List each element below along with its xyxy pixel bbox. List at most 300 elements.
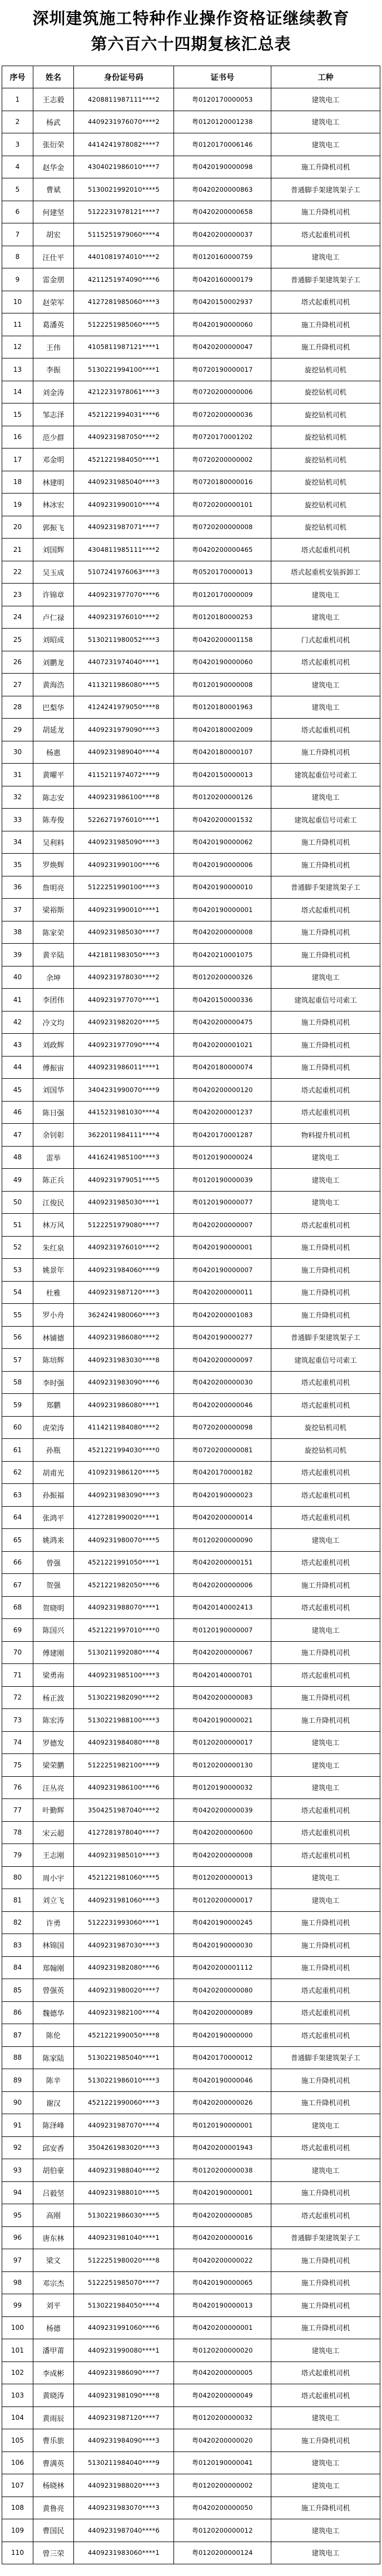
table-row xyxy=(2,1012,380,1034)
cell-job-type: 旋挖钻机司机 xyxy=(271,403,380,426)
cell-name: 葛潘英 xyxy=(33,313,74,336)
cell-no: 62 xyxy=(2,1462,33,1484)
table-row xyxy=(2,2047,380,2070)
cell-name: 杨德 xyxy=(33,2317,74,2340)
table-row xyxy=(2,1394,380,1417)
cell-id-number: 3504261983020****3 xyxy=(74,2137,174,2160)
cell-id-number: 4409231991060****6 xyxy=(74,2317,174,2340)
cell-id-number: 4409231985090****3 xyxy=(74,831,174,854)
cell-job-type: 建筑电工 xyxy=(271,786,380,809)
cell-cert-number: 粤0420170000012 xyxy=(174,2047,271,2070)
cell-id-number: 4409231986080****1 xyxy=(74,1394,174,1417)
cell-id-number: 4414241978082****7 xyxy=(74,133,174,156)
cell-no: 22 xyxy=(2,561,33,584)
cell-id-number: 4521221994031****6 xyxy=(74,403,174,426)
cell-id-number: 4409231987120****3 xyxy=(74,1282,174,1304)
table-row xyxy=(2,1979,380,2002)
cell-no: 104 xyxy=(2,2407,33,2430)
cell-name: 邹志泽 xyxy=(33,403,74,426)
cell-name: 林万风 xyxy=(33,1214,74,1237)
cell-cert-number: 粤0120190000001 xyxy=(174,2114,271,2137)
table-row xyxy=(2,899,380,921)
table-row xyxy=(2,381,380,404)
cell-job-type: 普通脚手架建筑架子工 xyxy=(271,2047,380,2070)
cell-id-number: 3622011984111****4 xyxy=(74,1124,174,1147)
cell-cert-number: 粤0420200000022 xyxy=(174,2249,271,2272)
cell-job-type: 施工升降机司机 xyxy=(271,944,380,966)
table-row xyxy=(2,1889,380,1912)
cell-no: 10 xyxy=(2,291,33,314)
cell-name: 许锦章 xyxy=(33,584,74,606)
cell-id-number: 4409231981040****1 xyxy=(74,2227,174,2250)
cell-no: 44 xyxy=(2,1057,33,1079)
cell-name: 吴玉成 xyxy=(33,561,74,584)
cell-cert-number: 粤0120200000013 xyxy=(174,1867,271,1890)
cell-id-number: 3404231990070****9 xyxy=(74,1079,174,1102)
cell-cert-number: 粤0420180000107 xyxy=(174,741,271,764)
title-line-1: 深圳建筑施工特种作业操作资格证继续教育 xyxy=(32,9,350,28)
table-row xyxy=(2,1642,380,1665)
cell-name: 陈寿俊 xyxy=(33,809,74,831)
cell-cert-number: 粤0420200000049 xyxy=(174,2384,271,2407)
cell-cert-number: 粤0120160000759 xyxy=(174,246,271,269)
cell-id-number: 3504251987040****2 xyxy=(74,1799,174,1822)
cell-cert-number: 粤0120170000053 xyxy=(174,88,271,111)
cell-cert-number: 粤0420200000083 xyxy=(174,1687,271,1710)
cell-cert-number: 粤0420200000658 xyxy=(174,201,271,224)
cell-job-type: 建筑电工 xyxy=(271,2452,380,2475)
cell-job-type: 施工升降机司机 xyxy=(271,156,380,179)
cell-no: 31 xyxy=(2,764,33,786)
cell-cert-number: 粤0420200000151 xyxy=(174,1552,271,1575)
table-row xyxy=(2,674,380,696)
cell-name: 胡宏 xyxy=(33,223,74,246)
table-row xyxy=(2,268,380,291)
table-row xyxy=(2,1664,380,1687)
cell-job-type: 塔式起重机司机 xyxy=(271,2204,380,2227)
table-row xyxy=(2,1327,380,1349)
cell-no: 24 xyxy=(2,606,33,629)
cell-name: 吕毅坚 xyxy=(33,2182,74,2205)
cell-cert-number: 粤0420200000008 xyxy=(174,921,271,944)
cell-id-number: 4401081974010****2 xyxy=(74,246,174,269)
cell-id-number: 4409231986100****8 xyxy=(74,786,174,809)
cell-no: 28 xyxy=(2,696,33,719)
cell-cert-number: 粤0420200000600 xyxy=(174,1822,271,1845)
cell-job-type: 施工升降机司机 xyxy=(271,1282,380,1304)
cell-job-type: 施工升降机司机 xyxy=(271,1057,380,1079)
cell-name: 杨武 xyxy=(33,111,74,134)
cell-no: 96 xyxy=(2,2227,33,2250)
cell-cert-number: 粤0120190000041 xyxy=(174,2452,271,2475)
cell-id-number: 5130221986030****5 xyxy=(74,2204,174,2227)
table-row xyxy=(2,876,380,899)
cell-id-number: 4115211974072****9 xyxy=(74,764,174,786)
table-row xyxy=(2,2339,380,2362)
table-row xyxy=(2,2407,380,2430)
cell-job-type: 建筑起重信号司索工 xyxy=(271,1349,380,1372)
cell-job-type: 塔式起重机司机 xyxy=(271,1102,380,1124)
table-row xyxy=(2,696,380,719)
cell-cert-number: 粤0420200001158 xyxy=(174,629,271,651)
cell-cert-number: 粤0420190000098 xyxy=(174,156,271,179)
cell-job-type: 塔式起重机司机 xyxy=(271,1507,380,1529)
cell-cert-number: 粤0420200000006 xyxy=(174,1574,271,1597)
cell-cert-number: 粤0420200000475 xyxy=(174,1012,271,1034)
cell-name: 陈泽峰 xyxy=(33,2114,74,2137)
table-row xyxy=(2,2002,380,2025)
cell-name: 胡甫光 xyxy=(33,1462,74,1484)
table-row xyxy=(2,1777,380,1800)
page-title xyxy=(0,6,382,57)
cell-name: 刘平 xyxy=(33,2294,74,2317)
cell-name: 贺晓明 xyxy=(33,1597,74,1620)
cell-job-type: 塔式起重机司机 xyxy=(271,1079,380,1102)
cell-cert-number: 粤0420200000037 xyxy=(174,223,271,246)
cell-cert-number: 粤0120190000077 xyxy=(174,1192,271,1214)
table-row xyxy=(2,1102,380,1124)
cell-no: 97 xyxy=(2,2249,33,2272)
cell-no: 8 xyxy=(2,246,33,269)
table-row xyxy=(2,1619,380,1642)
cell-job-type: 建筑电工 xyxy=(271,606,380,629)
cell-job-type: 塔式起重机司机 xyxy=(271,2362,380,2385)
cell-name: 黄海浩 xyxy=(33,674,74,696)
cell-job-type: 塔式起重机司机 xyxy=(271,2384,380,2407)
table-row xyxy=(2,1799,380,1822)
table-row xyxy=(2,764,380,786)
cell-name: 傅振宙 xyxy=(33,1057,74,1079)
cell-name: 魏德华 xyxy=(33,2002,74,2025)
cell-job-type: 塔式起重机司机 xyxy=(271,223,380,246)
cell-cert-number: 粤0420200000120 xyxy=(174,1079,271,1102)
cell-no: 25 xyxy=(2,629,33,651)
cell-job-type: 施工升降机司机 xyxy=(271,854,380,876)
cell-job-type: 建筑电工 xyxy=(271,2114,380,2137)
cell-cert-number: 粤0420200000016 xyxy=(174,2227,271,2250)
cell-job-type: 建筑电工 xyxy=(271,2542,380,2565)
cell-cert-number: 粤0720200000002 xyxy=(174,449,271,471)
table-row xyxy=(2,2114,380,2137)
cell-cert-number: 粤0420190000023 xyxy=(174,1484,271,1507)
cell-no: 74 xyxy=(2,1732,33,1755)
table-row xyxy=(2,2384,380,2407)
cell-cert-number: 粤0120120001238 xyxy=(174,111,271,134)
cell-job-type: 旋挖钻机司机 xyxy=(271,1417,380,1439)
cell-name: 吴利料 xyxy=(33,831,74,854)
cell-name: 余坤 xyxy=(33,966,74,989)
cell-no: 72 xyxy=(2,1687,33,1710)
cell-no: 60 xyxy=(2,1417,33,1439)
table-row xyxy=(2,606,380,629)
cell-id-number: 4409231987070****4 xyxy=(74,2114,174,2137)
cell-name: 孙振福 xyxy=(33,1484,74,1507)
table-row xyxy=(2,944,380,966)
cell-id-number: 3624241980060****3 xyxy=(74,1304,174,1327)
cell-no: 53 xyxy=(2,1259,33,1282)
cell-id-number: 4409231977070****6 xyxy=(74,584,174,606)
cell-id-number: 4409231986100****6 xyxy=(74,1777,174,1800)
cell-id-number: 4409231987040****6 xyxy=(74,2519,174,2542)
cell-cert-number: 粤0120190000024 xyxy=(174,1147,271,1169)
cell-job-type: 施工升降机司机 xyxy=(271,2182,380,2205)
cell-name: 陈宏涛 xyxy=(33,1709,74,1732)
cell-no: 58 xyxy=(2,1372,33,1394)
cell-job-type: 旋挖钻机司机 xyxy=(271,426,380,449)
cell-cert-number: 粤0120200000124 xyxy=(174,2542,271,2565)
cell-job-type: 施工升降机司机 xyxy=(271,2272,380,2295)
summary-table xyxy=(2,66,380,2564)
cell-job-type: 施工升降机司机 xyxy=(271,1912,380,1935)
cell-id-number: 4521221990050****8 xyxy=(74,2024,174,2047)
table-row xyxy=(2,786,380,809)
cell-job-type: 建筑电工 xyxy=(271,696,380,719)
cell-cert-number: 粤0420200000001 xyxy=(174,2317,271,2340)
cell-cert-number: 粤0120200000017 xyxy=(174,1889,271,1912)
cell-name: 叶勤辉 xyxy=(33,1799,74,1822)
cell-name: 姚鸿来 xyxy=(33,1529,74,1552)
cell-cert-number: 粤0420140000701 xyxy=(174,1664,271,1687)
cell-cert-number: 粤0420200001112 xyxy=(174,1957,271,1980)
cell-job-type: 建筑电工 xyxy=(271,1147,380,1169)
cell-no: 76 xyxy=(2,1777,33,1800)
cell-job-type: 施工升降机司机 xyxy=(271,2429,380,2452)
cell-id-number: 4208811987111****2 xyxy=(74,88,174,111)
cell-name: 孙瓶 xyxy=(33,1439,74,1462)
cell-cert-number: 粤0420190000007 xyxy=(174,1259,271,1282)
cell-cert-number: 粤0420200001532 xyxy=(174,809,271,831)
cell-no: 54 xyxy=(2,1282,33,1304)
cell-name: 谢汉 xyxy=(33,2092,74,2115)
cell-no: 94 xyxy=(2,2182,33,2205)
cell-name: 范少群 xyxy=(33,426,74,449)
cell-no: 11 xyxy=(2,313,33,336)
cell-job-type: 施工升降机司机 xyxy=(271,313,380,336)
table-row xyxy=(2,2227,380,2250)
cell-cert-number: 粤0420200000047 xyxy=(174,336,271,359)
table-row xyxy=(2,539,380,561)
cell-name: 张鸿平 xyxy=(33,1507,74,1529)
cell-no: 101 xyxy=(2,2339,33,2362)
cell-cert-number: 粤0720170001202 xyxy=(174,426,271,449)
cell-id-number: 4521221994030****0 xyxy=(74,1439,174,1462)
table-row xyxy=(2,2159,380,2182)
cell-no: 92 xyxy=(2,2137,33,2160)
cell-no: 65 xyxy=(2,1529,33,1552)
table-row xyxy=(2,651,380,674)
cell-name: 杨正波 xyxy=(33,1687,74,1710)
cell-cert-number: 粤0720200000036 xyxy=(174,403,271,426)
cell-job-type: 塔式起重机司机 xyxy=(271,1844,380,1867)
cell-id-number: 4409231983070****3 xyxy=(74,2497,174,2520)
table-row xyxy=(2,1079,380,1102)
cell-job-type: 旋挖钻机司机 xyxy=(271,494,380,516)
cell-no: 70 xyxy=(2,1642,33,1665)
cell-name: 刘昭成 xyxy=(33,629,74,651)
cell-id-number: 4409231976070****2 xyxy=(74,111,174,134)
table-row xyxy=(2,2429,380,2452)
cell-no: 75 xyxy=(2,1754,33,1777)
cell-job-type: 建筑电工 xyxy=(271,1732,380,1755)
cell-name: 陈志安 xyxy=(33,786,74,809)
cell-name: 巴梨华 xyxy=(33,696,74,719)
cell-no: 56 xyxy=(2,1327,33,1349)
cell-cert-number: 粤0420200000014 xyxy=(174,1507,271,1529)
cell-job-type: 施工升降机司机 xyxy=(271,1574,380,1597)
table-row xyxy=(2,1484,380,1507)
cell-job-type: 施工升降机司机 xyxy=(271,2249,380,2272)
cell-id-number: 4409231983090****6 xyxy=(74,1372,174,1394)
cell-job-type: 建筑电工 xyxy=(271,88,380,111)
cell-job-type: 塔式起重机司机 xyxy=(271,1979,380,2002)
header-job-type: 工种 xyxy=(271,66,380,88)
cell-id-number: 4409231980020****7 xyxy=(74,1979,174,2002)
cell-id-number: 4105811987121****1 xyxy=(74,336,174,359)
cell-cert-number: 粤0420200000089 xyxy=(174,2002,271,2025)
cell-no: 12 xyxy=(2,336,33,359)
cell-cert-number: 粤0120190000008 xyxy=(174,674,271,696)
cell-job-type: 施工升降机司机 xyxy=(271,2069,380,2092)
cell-no: 67 xyxy=(2,1574,33,1597)
cell-name: 罗小舟 xyxy=(33,1304,74,1327)
cell-name: 陈国兴 xyxy=(33,1619,74,1642)
cell-job-type: 施工升降机司机 xyxy=(271,921,380,944)
cell-job-type: 塔式起重机司机 xyxy=(271,651,380,674)
cell-no: 38 xyxy=(2,921,33,944)
cell-name: 胡伯豪 xyxy=(33,2159,74,2182)
cell-name: 李团伟 xyxy=(33,989,74,1012)
cell-name: 郑鹏 xyxy=(33,1394,74,1417)
table-row xyxy=(2,1754,380,1777)
title-line-2: 第六百六十四期复核汇总表 xyxy=(91,34,291,53)
cell-cert-number: 粤0420190000001 xyxy=(174,1237,271,1259)
cell-job-type: 施工升降机司机 xyxy=(271,741,380,764)
cell-id-number: 4409231983030****8 xyxy=(74,1349,174,1372)
cell-job-type: 建筑起重信号司索工 xyxy=(271,809,380,831)
table-row xyxy=(2,178,380,201)
cell-id-number: 4409231985040****3 xyxy=(74,471,174,494)
cell-cert-number: 粤0120200000090 xyxy=(174,1529,271,1552)
table-row xyxy=(2,2272,380,2295)
cell-job-type: 旋挖钻机司机 xyxy=(271,381,380,404)
cell-cert-number: 粤0420180002009 xyxy=(174,719,271,741)
cell-id-number: 4521221982050****6 xyxy=(74,1574,174,1597)
cell-job-type: 塔式起重机司机 xyxy=(271,2002,380,2025)
cell-cert-number: 粤0120200000012 xyxy=(174,2519,271,2542)
cell-id-number: 4409231987120****7 xyxy=(74,2407,174,2430)
table-row xyxy=(2,403,380,426)
cell-job-type: 旋挖钻机司机 xyxy=(271,358,380,381)
cell-job-type: 普通脚手架建筑架子工 xyxy=(271,876,380,899)
table-row xyxy=(2,1034,380,1057)
cell-id-number: 4409231983060****1 xyxy=(74,2542,174,2565)
cell-no: 27 xyxy=(2,674,33,696)
cell-name: 曾强英 xyxy=(33,1979,74,2002)
cell-id-number: 5130221982090****2 xyxy=(74,1687,174,1710)
table-row xyxy=(2,1169,380,1192)
cell-job-type: 建筑电工 xyxy=(271,1169,380,1192)
table-row xyxy=(2,2204,380,2227)
cell-id-number: 5122231993060****1 xyxy=(74,1912,174,1935)
cell-job-type: 塔式起重机司机 xyxy=(271,1462,380,1484)
table-row xyxy=(2,1304,380,1327)
cell-job-type: 施工升降机司机 xyxy=(271,1934,380,1957)
cell-name: 罗德发 xyxy=(33,1732,74,1755)
cell-cert-number: 粤0420200000863 xyxy=(174,178,271,201)
cell-id-number: 4409231981090****8 xyxy=(74,2384,174,2407)
table-row xyxy=(2,1844,380,1867)
table-row xyxy=(2,313,380,336)
cell-cert-number: 粤0420200000067 xyxy=(174,1642,271,1665)
cell-no: 90 xyxy=(2,2092,33,2115)
cell-no: 69 xyxy=(2,1619,33,1642)
cell-no: 89 xyxy=(2,2069,33,2092)
cell-cert-number: 粤0420200000020 xyxy=(174,2429,271,2452)
cell-no: 110 xyxy=(2,2542,33,2565)
cell-id-number: 5130221994100****1 xyxy=(74,358,174,381)
cell-cert-number: 粤0420190000030 xyxy=(174,1934,271,1957)
cell-name: 杨晓林 xyxy=(33,2474,74,2497)
table-row xyxy=(2,246,380,269)
cell-job-type: 塔式起重机安装拆卸工 xyxy=(271,561,380,584)
cell-cert-number: 粤0720200000006 xyxy=(174,381,271,404)
cell-cert-number: 粤0420180000074 xyxy=(174,1057,271,1079)
table-row xyxy=(2,2519,380,2542)
cell-name: 王志刚 xyxy=(33,1844,74,1867)
cell-name: 陈家陆 xyxy=(33,2047,74,2070)
cell-job-type: 旋挖钻机司机 xyxy=(271,471,380,494)
cell-no: 46 xyxy=(2,1102,33,1124)
cell-job-type: 塔式起重机司机 xyxy=(271,899,380,921)
cell-no: 15 xyxy=(2,403,33,426)
cell-no: 79 xyxy=(2,1844,33,1867)
cell-name: 邱安香 xyxy=(33,2137,74,2160)
cell-job-type: 普通脚手架建筑架子工 xyxy=(271,178,380,201)
cell-job-type: 施工升降机司机 xyxy=(271,1687,380,1710)
cell-job-type: 塔式起重机司机 xyxy=(271,1822,380,1845)
table-row xyxy=(2,2294,380,2317)
cell-name: 何建坚 xyxy=(33,201,74,224)
cell-job-type: 塔式起重机司机 xyxy=(271,1799,380,1822)
table-row xyxy=(2,2317,380,2340)
cell-name: 郭振飞 xyxy=(33,516,74,539)
cell-no: 45 xyxy=(2,1079,33,1102)
table-row xyxy=(2,358,380,381)
cell-no: 42 xyxy=(2,1012,33,1034)
cell-no: 109 xyxy=(2,2519,33,2542)
cell-name: 刘国辉 xyxy=(33,539,74,561)
cell-name: 许勇 xyxy=(33,1912,74,1935)
table-row xyxy=(2,2092,380,2115)
cell-job-type: 门式起重机司机 xyxy=(271,629,380,651)
table-row xyxy=(2,854,380,876)
cell-id-number: 4409231989040****4 xyxy=(74,741,174,764)
cell-name: 汪仕平 xyxy=(33,246,74,269)
cell-cert-number: 粤0420200000050 xyxy=(174,2497,271,2520)
cell-id-number: 5122251985070****7 xyxy=(74,2272,174,2295)
table-row xyxy=(2,1822,380,1845)
table-row xyxy=(2,1957,380,1980)
cell-job-type: 塔式起重机司机 xyxy=(271,539,380,561)
cell-job-type: 塔式起重机司机 xyxy=(271,1597,380,1620)
cell-cert-number: 粤0120200000126 xyxy=(174,786,271,809)
cell-cert-number: 粤0420140002413 xyxy=(174,1597,271,1620)
cell-cert-number: 粤0420190000062 xyxy=(174,831,271,854)
cell-job-type: 建筑电工 xyxy=(271,2519,380,2542)
cell-no: 37 xyxy=(2,899,33,921)
cell-name: 黄晓涛 xyxy=(33,2384,74,2407)
cell-id-number: 4409231988040****2 xyxy=(74,2159,174,2182)
